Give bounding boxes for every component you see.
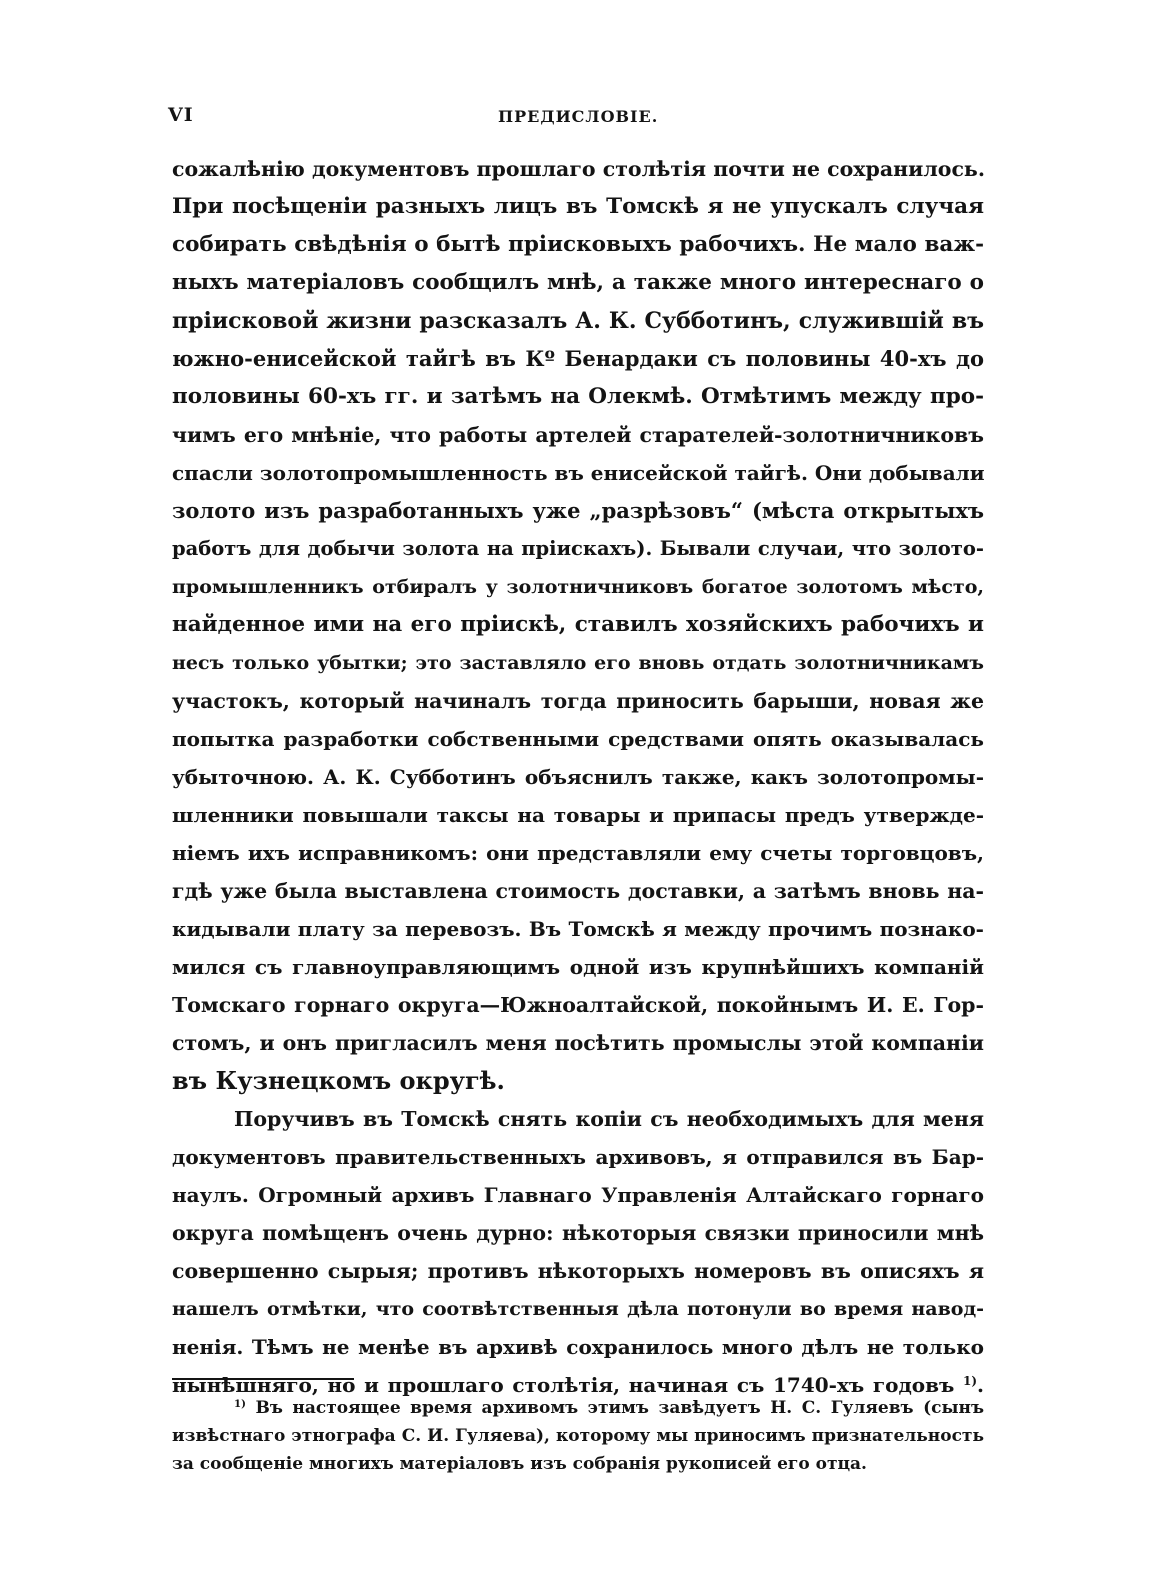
text-line: половины 60-хъ гг. и затѣмъ на Олекмѣ. Отмѣтимъ между про- — [172, 384, 984, 409]
footnote-line: извѣстнаго этнографа С. И. Гуляева), которому мы приносимъ признательность — [172, 1426, 984, 1446]
text-line: въ Кузнецкомъ округѣ. — [172, 1066, 505, 1095]
text-line: ненія. Тѣмъ не менѣе въ архивѣ сохранилось много дѣлъ не только — [172, 1335, 984, 1359]
footnote-reference: 1) — [963, 1373, 978, 1388]
text-line: собирать свѣдѣнія о бытѣ пріисковыхъ рабочихъ. Не мало важ- — [172, 232, 984, 257]
text-line: чимъ его мнѣніе, что работы артелей старателей-золотничниковъ — [172, 423, 984, 447]
text-line: гдѣ уже была выставлена стоимость доставки, а затѣмъ вновь на- — [172, 879, 984, 903]
text-line: найденное ими на его пріискѣ, ставилъ хозяйскихъ рабочихъ и — [172, 612, 984, 637]
text-line: шленники повышали таксы на товары и припасы предъ утвержде- — [172, 803, 984, 827]
text-line: совершенно сырыя; противъ нѣкоторыхъ номеровъ въ описяхъ я — [172, 1259, 984, 1283]
text-line: кидывали плату за перевозъ. Въ Томскѣ я между прочимъ познако- — [172, 917, 984, 941]
footnote-line — [172, 1394, 984, 1422]
text-line: попытка разработки собственными средствами опять оказывалась — [172, 727, 984, 751]
text-line: нынѣшняго, но и прошлаго столѣтія, начиная съ 1740-хъ годовъ $^{1)}$. — [172, 1373, 984, 1397]
text-line: золото изъ разработанныхъ уже „разрѣзовъ“ (мѣста открытыхъ — [172, 498, 984, 523]
footnote-marker: 1) — [234, 1397, 246, 1410]
text-line: ныхъ матеріаловъ сообщилъ мнѣ, а также много интереснаго о — [172, 270, 984, 295]
text-line: нашелъ отмѣтки, что соотвѣтственныя дѣла потонули во время навод- — [172, 1298, 984, 1320]
running-header — [168, 104, 988, 134]
footnote-separator — [172, 1378, 354, 1380]
text-line: пріисковой жизни разсказалъ А. К. Субботинъ, служившій въ — [172, 308, 984, 334]
text-line: южно-енисейской тайгѣ въ Кº Бенардаки съ половины 40-хъ до — [172, 346, 984, 371]
text-line: спасли золотопромышленность въ енисейской тайгѣ. Они добывали — [172, 461, 985, 485]
text-line: несъ только убытки; это заставляло его вновь отдать золотничникамъ — [172, 652, 984, 674]
text-line: округа помѣщенъ очень дурно: нѣкоторыя связки приносили мнѣ — [172, 1221, 984, 1245]
text-line: При посѣщеніи разныхъ лицъ въ Томскѣ я не упускалъ случая — [172, 194, 984, 219]
text-line: сожалѣнію документовъ прошлаго столѣтія почти не сохранилось. — [172, 157, 985, 181]
text-line: наулъ. Огромный архивъ Главнаго Управленія Алтайскаго горнаго — [172, 1183, 984, 1207]
footnote-line: за сообщеніе многихъ матеріаловъ изъ собранія рукописей его отца. — [172, 1454, 867, 1474]
body-text — [172, 150, 984, 1404]
text-line: работъ для добычи золота на пріискахъ). Бывали случаи, что золото- — [172, 537, 984, 560]
text-line-content: нынѣшняго, но и прошлаго столѣтія, начиная съ 1740-хъ годовъ — [172, 1373, 955, 1397]
text-line: стомъ, и онъ пригласилъ меня посѣтить промыслы этой компаніи — [172, 1031, 984, 1055]
footnote-text: Въ настоящее время архивомъ этимъ завѣдуетъ Н. С. Гуляевъ (сынъ — [255, 1398, 984, 1418]
text-line: документовъ правительственныхъ архивовъ, я отправился въ Бар- — [172, 1145, 984, 1169]
text-line: Томскаго горнаго округа—Южноалтайской, покойнымъ И. Е. Гор- — [172, 993, 984, 1017]
text-line: мился съ главноуправляющимъ одной изъ крупнѣйшихъ компаній — [172, 955, 984, 979]
running-title: ПРЕДИСЛОВІЕ. — [498, 107, 659, 126]
paragraph-start-line: Поручивъ въ Томскѣ снять копіи съ необходимыхъ для меня — [234, 1107, 984, 1131]
text-line: участокъ, который начиналъ тогда приносить барыши, новая же — [172, 689, 984, 713]
footnote — [172, 1394, 984, 1478]
page-number: VI — [168, 104, 194, 126]
text-line: ніемъ ихъ исправникомъ: они представляли ему счеты торговцовъ, — [172, 841, 984, 865]
text-line: промышленникъ отбиралъ у золотничниковъ богатое золотомъ мѣсто, — [172, 576, 984, 598]
text-line: убыточною. А. К. Субботинъ объяснилъ также, какъ золотопромы- — [172, 765, 984, 789]
